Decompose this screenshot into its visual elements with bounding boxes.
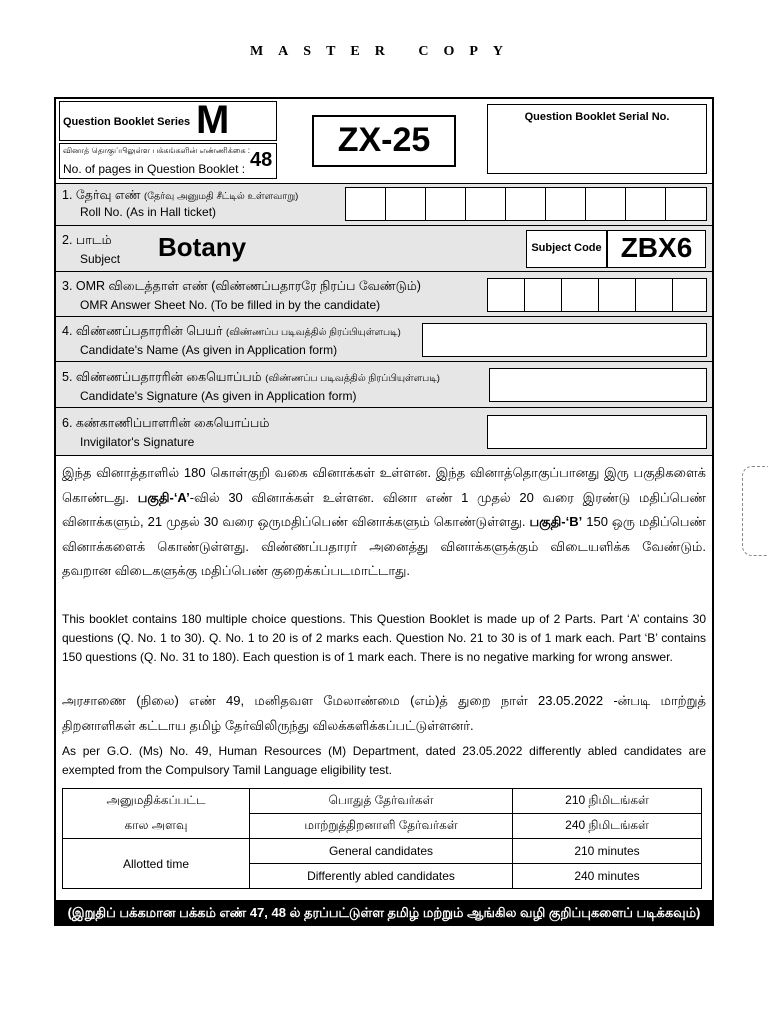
subject-value: Botany (158, 232, 247, 262)
omr-label-en: OMR Answer Sheet No. (To be filled in by the candidate) (80, 298, 381, 312)
serial-no-label: Question Booklet Serial No. (524, 111, 670, 123)
table-row (63, 814, 702, 839)
pages-box (59, 143, 277, 179)
subject-code-label-box (526, 230, 607, 268)
booklet-code: ZX-25 (337, 121, 431, 159)
time-who: பொதுத் தேர்வர்கள் (250, 789, 513, 814)
part-a-label: பகுதி-‘A’ (137, 489, 190, 505)
allotted-label-ta-1: அனுமதிக்கப்பட்ட (63, 789, 250, 814)
series-box (59, 98, 277, 142)
invigilator-label-en: Invigilator's Signature (80, 435, 195, 449)
signature-label-ta: 5. விண்ணப்பதாரரின் கையொப்பம் (விண்ணப்ப படிவத்தில் நிரப்பியுள்ளபடி) (62, 370, 440, 384)
time-value: 210 minutes (513, 839, 702, 864)
instructions-ta-2: அரசாணை (நிலை) எண் 49, மனிதவள மேலாண்மை (எம்)த் துறை நாள் 23.05.2022 -ன்படி மாற்றுத் திறனாளிகள் கட்டாய தமிழ் தேர்விலிருந்து விலக்களிக்கப்பட்டுள்ளனர். (62, 693, 706, 733)
pages-label-ta: வினாத் தொகுப்பிலுள்ள பக்கங்களின் எண்ணிக்கை : (63, 146, 251, 155)
series-label: Question Booklet Series (63, 116, 191, 128)
time-value: 240 நிமிடங்கள் (513, 814, 702, 839)
roll-no-label-en: Roll No. (As in Hall ticket) (80, 205, 217, 219)
invigilator-label-ta: 6. கண்காணிப்பாளரின் கையொப்பம் (62, 416, 270, 430)
subject-code-value-box (607, 230, 706, 268)
time-who: Differently abled candidates (250, 864, 513, 889)
time-value: 210 நிமிடங்கள் (513, 789, 702, 814)
invigilator-signature-input[interactable] (487, 415, 707, 449)
name-label-en: Candidate's Name (As given in Application form) (80, 343, 338, 357)
signature-row (56, 362, 712, 408)
allotted-label-en: Allotted time (63, 839, 250, 889)
footer-note: (இறுதிப் பக்கமான பக்கம் எண் 47, 48 ல் தரப்பட்டுள்ள தமிழ் மற்றும் ஆங்கில வழி குறிப்புகளைப் படிக்கவும்) (54, 900, 714, 926)
pages-value: 48 (250, 149, 273, 171)
time-value: 240 minutes (513, 864, 702, 889)
subject-code-value: ZBX6 (620, 232, 693, 263)
name-label-ta: 4. விண்ணப்பதாரரின் பெயர் (விண்ணப்ப படிவத்தில் நிரப்பியுள்ளபடி) (62, 324, 401, 338)
booklet-code-box (312, 115, 456, 167)
signature-label-en: Candidate's Signature (As given in Application form) (80, 389, 357, 403)
part-b-label: பகுதி-‘B’ (529, 514, 583, 529)
table-row (63, 839, 702, 864)
name-row (56, 317, 712, 362)
instructions-ta-1: இந்த வினாத்தாளில் 180 கொள்குறி வகை வினாக்கள் உள்ளன. இந்த வினாத்தொகுப்பானது இரு பகுதிகளைக் கொண்டது. பகுதி-‘A’-வில் 30 வினாக்கள் உள்ளன. வினா எண் 1 முதல் 20 வரை இரண்டு மதிப்பெண் வினாக்களும், 21 முதல் 30 வரை ஒருமதிப்பெண் வினாக்களும் கொண்டுள்ளது. பகுதி-‘B’ 150 ஒரு மதிப்பெண் வினாக்களைக் கொண்டுள்ளது. விண்ணப்பதாரர் அனைத்து வினாக்களுக்கும் விடையளிக்க வேண்டும். தவறான விடைகளுக்கு மதிப்பெண் குறைக்கப்படமாட்டாது. (62, 465, 706, 578)
page-edge-marker (742, 466, 768, 556)
instructions-en-1: This booklet contains 180 multiple choice questions. This Question Booklet is made up of 2 Parts. Part ‘A’ contains 30 questions (Q. No. 1 to 30). Q. No. 1 to 20 is of 2 marks each. Question No. 21 to 30 is of 1 mark each. Part ‘B’ contains 150 questions (Q. No. 31 to 180). Each question is of 1 mark each. There is no negative marking for wrong answer. (62, 612, 706, 664)
allotted-time-table (62, 788, 702, 889)
invigilator-row (56, 408, 712, 456)
time-who: General candidates (250, 839, 513, 864)
roll-no-label-ta: 1. தேர்வு எண் (தேர்வு அனுமதி சீட்டில் உள்ளவாறு) (62, 188, 299, 202)
allotted-label-ta-2: கால அளவு (63, 814, 250, 839)
pages-label-en: No. of pages in Question Booklet : (63, 162, 246, 176)
omr-row (56, 272, 712, 317)
subject-row (56, 226, 712, 272)
subject-code-label: Subject Code (531, 242, 602, 254)
subject-label-ta: 2. பாடம் (62, 233, 112, 247)
omr-label-ta: 3. OMR விடைத்தாள் எண் (விண்ணப்பதாரரே நிரப்ப வேண்டும்) (62, 279, 421, 293)
signature-input[interactable] (489, 368, 707, 402)
time-who: மாற்றுத்திறனாளி தேர்வர்கள் (250, 814, 513, 839)
name-input[interactable] (422, 323, 707, 357)
master-copy-heading: MASTER COPY (249, 44, 519, 59)
instructions-en-2: As per G.O. (Ms) No. 49, Human Resources (M) Department, dated 23.05.2022 differently abled candidates are exempted from the Compulsory Tamil Language eligibility test. (62, 744, 706, 777)
roll-no-row (56, 184, 712, 226)
table-row (63, 789, 702, 814)
series-value: M (196, 98, 230, 142)
roll-no-input[interactable] (345, 187, 707, 221)
subject-label-en: Subject (80, 252, 121, 266)
serial-no-box[interactable] (487, 104, 707, 174)
omr-input[interactable] (487, 278, 707, 312)
